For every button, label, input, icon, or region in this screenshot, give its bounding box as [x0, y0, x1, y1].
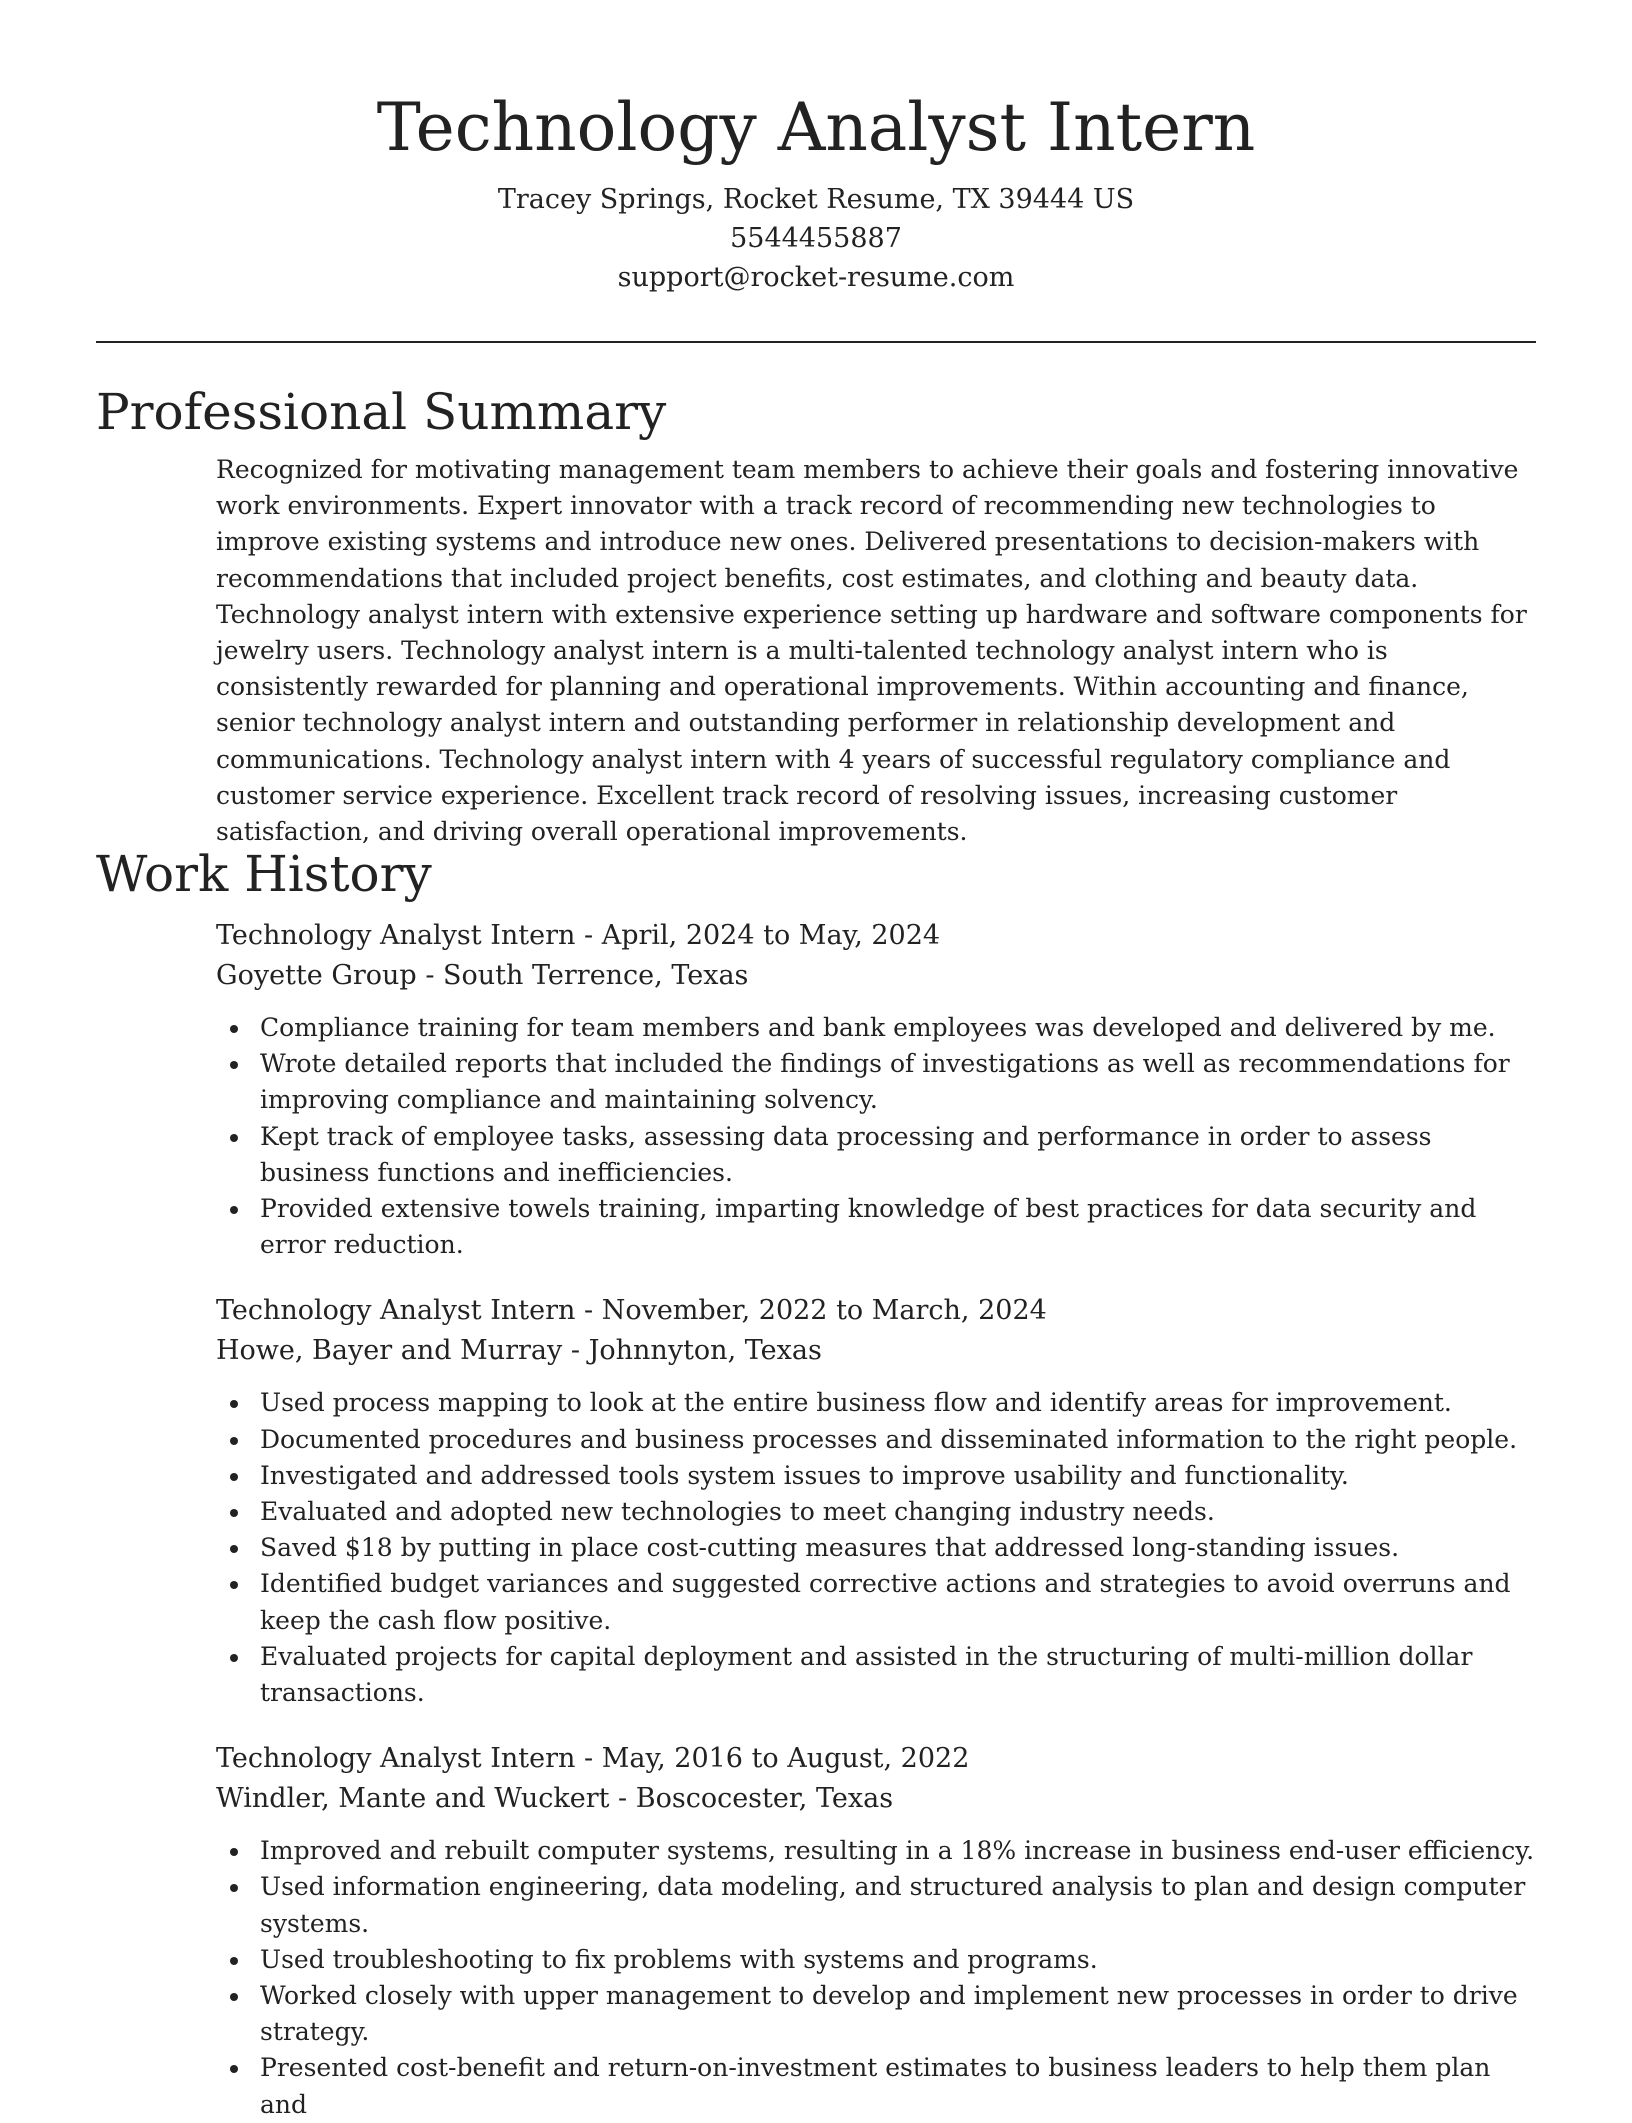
job-company: Howe, Bayer and Murray: [216, 1335, 563, 1367]
job-company: Windler, Mante and Wuckert: [216, 1783, 610, 1815]
job-dates: - April, 2024 to May, 2024: [575, 920, 941, 951]
resume-header: [0, 0, 1632, 297]
work-history-body: [216, 916, 1536, 2123]
job-entry: [216, 1291, 1536, 1711]
job-bullet: Evaluated projects for capital deployment and assisted in the structuring of multi-million dollar transactions.: [216, 1639, 1536, 1711]
job-company-line: [216, 1331, 1536, 1371]
summary-body: [216, 452, 1536, 850]
job-title-line: [216, 916, 1536, 956]
contact-block: [0, 180, 1632, 297]
job-location: - Boscocester, Texas: [609, 1783, 894, 1815]
job-bullet-list: [216, 1833, 1536, 2123]
job-company: Goyette Group: [216, 960, 417, 991]
job-company-line: [216, 1779, 1536, 1819]
job-bullet: Provided extensive towels training, imparting knowledge of best practices for data security and error reduction.: [216, 1191, 1536, 1263]
job-company-line: [216, 956, 1536, 996]
job-bullet: Compliance training for team members and bank employees was developed and delivered by me.: [216, 1010, 1536, 1046]
job-bullet: Used troubleshooting to fix problems with systems and programs.: [216, 1942, 1536, 1978]
job-dates: - November, 2022 to March, 2024: [575, 1295, 1047, 1327]
work-history-section: [96, 842, 1536, 2123]
job-bullet: Evaluated and adopted new technologies to meet changing industry needs.: [216, 1494, 1536, 1530]
job-title-line: [216, 1739, 1536, 1779]
header-divider: [96, 341, 1536, 343]
contact-address: Tracey Springs, Rocket Resume, TX 39444 US: [497, 184, 1135, 215]
job-bullet: Wrote detailed reports that included the findings of investigations as well as recommendations for improving compliance and maintaining solvency.: [216, 1046, 1536, 1118]
job-bullet: Documented procedures and business processes and disseminated information to the right people.: [216, 1422, 1536, 1458]
job-location: - South Terrence, Texas: [416, 960, 749, 991]
job-bullet: Saved $18 by putting in place cost-cutting measures that addressed long-standing issues.: [216, 1530, 1536, 1566]
section-title-work-history: Work History: [96, 845, 432, 903]
summary-text: Recognized for motivating management team members to achieve their goals and fostering innovative work environments. Expert innovator with a track record of recommending new technologies to improve existing systems and introduce new ones. Delivered presentations to decision-makers with recommendations that included project benefits, cost estimates, and clothing and beauty data. Technology analyst intern with extensive experience setting up hardware and software components for jewelry users. Technology analyst intern is a multi-talented technology analyst intern who is consistently rewarded for planning and operational improvements. Within accounting and finance, senior technology analyst intern and outstanding performer in relationship development and communications. Technology analyst intern with 4 years of successful regulatory compliance and customer service experience. Excellent track record of resolving issues, increasing customer satisfaction, and driving overall operational improvements.: [216, 455, 1527, 847]
candidate-name: Technology Analyst Intern: [376, 89, 1256, 166]
job-bullet: Investigated and addressed tools system issues to improve usability and functionality.: [216, 1458, 1536, 1494]
job-bullet: Presented cost-benefit and return-on-investment estimates to business leaders to help them plan and: [216, 2050, 1536, 2122]
job-bullet: Worked closely with upper management to develop and implement new processes in order to drive strategy.: [216, 1978, 1536, 2050]
job-bullet: Improved and rebuilt computer systems, resulting in a 18% increase in business end-user efficiency.: [216, 1833, 1536, 1869]
job-bullet-list: [216, 1010, 1536, 1263]
contact-email: support@rocket-resume.com: [617, 262, 1015, 293]
job-bullet: Identified budget variances and suggested corrective actions and strategies to avoid overruns and keep the cash flow positive.: [216, 1566, 1536, 1638]
contact-phone: 5544455887: [730, 223, 902, 254]
job-bullet-list: [216, 1385, 1536, 1711]
job-dates: - May, 2016 to August, 2022: [575, 1743, 970, 1775]
job-entry: [216, 916, 1536, 1263]
job-bullet: Kept track of employee tasks, assessing data processing and performance in order to assess business functions and inefficiencies.: [216, 1119, 1536, 1191]
job-title-line: [216, 1291, 1536, 1331]
job-entry: [216, 1739, 1536, 2123]
section-title-summary: Professional Summary: [96, 383, 667, 441]
job-bullet: Used process mapping to look at the entire business flow and identify areas for improvement.: [216, 1385, 1536, 1421]
job-bullet: Used information engineering, data modeling, and structured analysis to plan and design computer systems.: [216, 1869, 1536, 1941]
professional-summary-section: [96, 380, 1536, 850]
job-title: Technology Analyst Intern: [216, 920, 576, 951]
job-title: Technology Analyst Intern: [216, 1295, 576, 1327]
job-location: - Johnnyton, Texas: [562, 1335, 822, 1367]
job-title: Technology Analyst Intern: [216, 1743, 576, 1775]
